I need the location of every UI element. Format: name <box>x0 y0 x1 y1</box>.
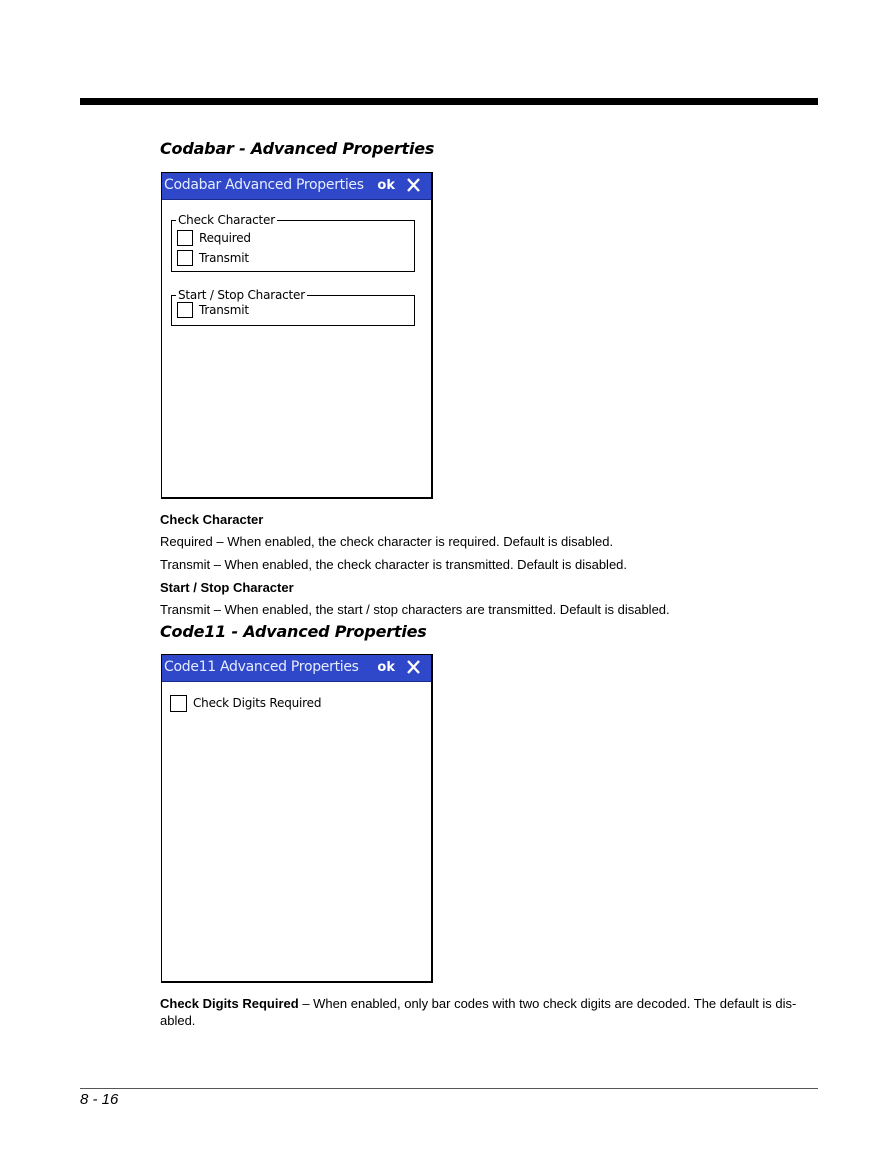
startstop-transmit-label: Transmit <box>199 303 249 317</box>
check-digits-checkbox[interactable] <box>170 695 187 712</box>
transmit-desc: Transmit – When enabled, the check character is transmitted. Default is disabled. <box>160 557 628 572</box>
check-digits-desc <box>160 995 810 1029</box>
code11-titlebar <box>162 655 431 682</box>
check-digits-desc-term: Check Digits Required <box>160 996 299 1011</box>
check-character-legend: Check Character <box>178 213 275 227</box>
required-checkbox-row[interactable] <box>177 229 251 247</box>
code11-ok-button[interactable]: ok <box>377 660 395 675</box>
required-checkbox[interactable] <box>177 230 193 246</box>
startstop-transmit-desc: Transmit – When enabled, the start / stop characters are transmitted. Default is disabled. <box>160 602 670 617</box>
transmit-checkbox-row[interactable] <box>177 249 249 267</box>
code11-close-button[interactable] <box>405 657 423 677</box>
required-label: Required <box>199 231 251 245</box>
codabar-titlebar <box>162 173 431 200</box>
check-digits-desc-text: – When enabled, only bar codes with two check digits are decoded. The default is dis-abled. <box>160 996 797 1028</box>
footer-rule <box>80 1088 818 1089</box>
codabar-heading: Codabar - Advanced Properties <box>160 139 435 158</box>
start-stop-character-group <box>171 288 415 326</box>
codabar-dialog <box>161 172 433 499</box>
required-desc: Required – When enabled, the check character is required. Default is disabled. <box>160 534 614 549</box>
check-digits-label: Check Digits Required <box>193 696 322 710</box>
code11-dialog <box>161 654 433 983</box>
startstop-transmit-checkbox-row[interactable] <box>177 301 249 319</box>
start-stop-legend: Start / Stop Character <box>178 288 305 302</box>
codabar-ok-button[interactable]: ok <box>377 178 395 193</box>
transmit-label: Transmit <box>199 251 249 265</box>
codabar-close-button[interactable] <box>405 175 423 195</box>
check-character-desc-heading: Check Character <box>160 512 264 527</box>
transmit-checkbox[interactable] <box>177 250 193 266</box>
code11-dialog-title: Code11 Advanced Properties <box>164 659 359 675</box>
header-rule <box>80 98 818 105</box>
close-icon <box>405 657 423 677</box>
code11-heading: Code11 - Advanced Properties <box>160 622 427 641</box>
close-icon <box>405 175 423 195</box>
page-number: 8 - 16 <box>80 1091 119 1108</box>
start-stop-desc-heading: Start / Stop Character <box>160 580 294 595</box>
check-digits-checkbox-row[interactable] <box>170 694 321 712</box>
codabar-dialog-title: Codabar Advanced Properties <box>164 177 364 193</box>
startstop-transmit-checkbox[interactable] <box>177 302 193 318</box>
check-character-group <box>171 213 415 272</box>
